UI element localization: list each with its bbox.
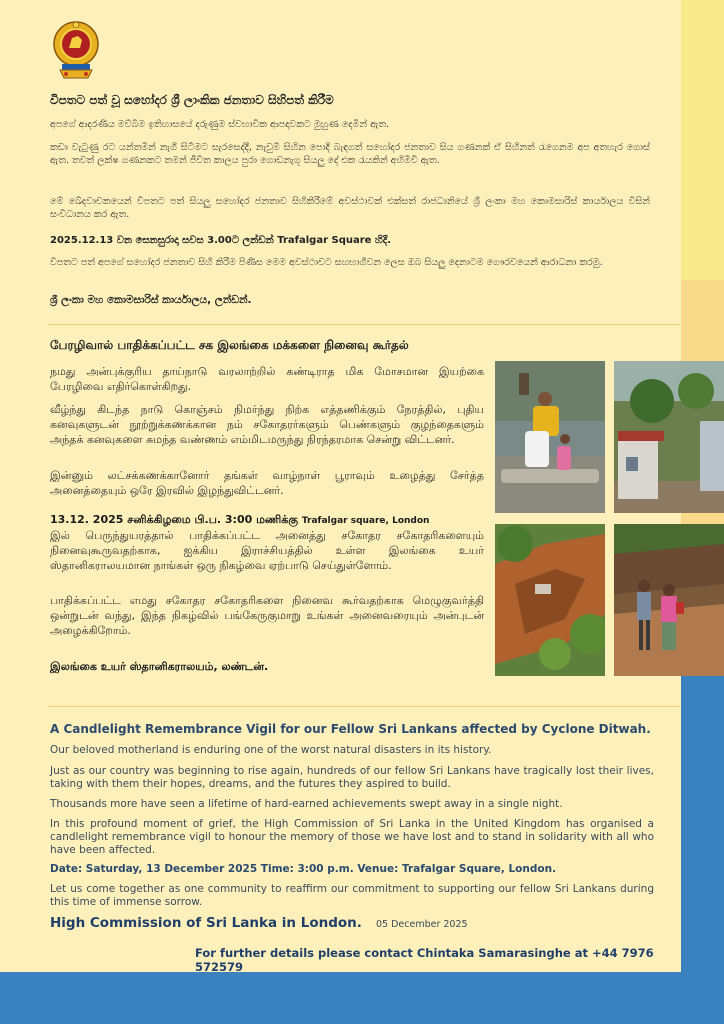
- english-paragraph-4: In this profound moment of grief, the High Commission of Sri Lanka in the United Kingdom has organised a candlelight remembrance vigil to honour the memory of those we have lost and to stand in solidarity with all who have been affected.: [50, 818, 654, 856]
- tamil-paragraph-3: இன்னும் லட்சக்கணக்கானோர் தங்கள் வாழ்நாள் பூராவும் உழைத்து சேர்த்த அனைத்தையும் ஒரே இரவில் இழந்துவிட்டனர்.: [50, 469, 484, 497]
- tamil-event-place: Trafalgar square, London: [301, 516, 430, 526]
- tamil-event-date: 13.12. 2025 சனிக்கிழமை பி.ப. 3:00 மணிக்கு: [50, 513, 299, 526]
- tamil-paragraph-5: பாதிக்கப்பட்ட எமது சகோதர சகோதரிகளை நினைவ கூர்வதற்காக மெழுகுவர்த்தி ஒன்றுடன் வந்து, இந்த நிகழ்வில் பங்கேருகுமாறு உங்கள் அனைவரையும் அன்புடன் அழைக்கிறோம்.: [50, 594, 484, 637]
- damaged-house-photo: [614, 361, 724, 513]
- landslide-photo: [495, 524, 605, 676]
- english-heading: A Candlelight Remembrance Vigil for our Fellow Sri Lankans affected by Cyclone Ditwah.: [50, 722, 651, 736]
- tamil-paragraph-1: நமது அன்புக்குரிய தாய்நாடு வரலாற்றில் கண்டிராத மிக மோசமான இயற்கை பேரழிவை எதிர்கொள்கிறது.: [50, 365, 484, 393]
- tamil-signature: இலங்கை உயர் ஸ்தானிகராலயம், லண்டன்.: [50, 660, 269, 673]
- issue-date: 05 December 2025: [376, 919, 468, 930]
- flood-rescue-photo: [495, 361, 605, 513]
- english-signature: High Commission of Sri Lanka in London.: [50, 915, 362, 931]
- side-stripe-yellow: [681, 0, 724, 280]
- english-paragraph-5: Let us come together as one community to reaffirm our commitment to supporting our fellow Sri Lankans during this time of immense sorrow.: [50, 883, 654, 908]
- sinhala-paragraph-2: කඩා වැටුණු රට යන්තමින් නැගී සිටීමට සැරසෙද්දී, නැවුම් සිහින පොදි බැඳගත් සහෝදර ජනතාව සිය ගණනක් ඒ සිහිනත් රැගෙනම අප අතහැර ගොස් ඇත. තවත් ලක්ෂ ගණනකට තමන් ජීවිත කාලය පුරා ගොඩනැගූ සියලු දේ එක රැයකින් අහිමිවී ඇත.: [50, 142, 650, 166]
- tamil-paragraph-4: இல் பெருந்துயரத்தால் பாதிக்கப்பட்ட அனைத்து சகோதர சகோதரிகளையும் நினைவுகூருவதற்காக, ஐக்கிய இராச்சியத்தில் உள்ள இலங்கை உயர் ஸ்தானிகராலயமான நாங்கள் ஒரு நிகழ்வை ஏற்பாடு செய்துள்ளோம்.: [50, 529, 484, 572]
- tamil-event-line: [50, 513, 429, 528]
- section-divider-2: [48, 706, 680, 707]
- contact-line: For further details please contact Chintaka Samarasinghe at +44 7976 572579: [195, 946, 654, 974]
- english-paragraph-2: Just as our country was beginning to rise again, hundreds of our fellow Sri Lankans have tragically lost their lives, taking with them their hopes, dreams, and the futures they aspired to build.: [50, 765, 654, 790]
- tamil-heading: பேரழிவால் பாதிக்கப்பட்ட சக இலங்கை மக்களை நினைவு கூர்தல்: [50, 338, 409, 352]
- sinhala-paragraph-4: විපතට පත් අපගේ සහෝදර ජනතාව සිහි කිරීම පිණිස මෙම අවස්ථාවට සහභාගීවන ලෙස ඔබ සියලු දෙනාටම ගෞරවයෙන් ආරාධනා කරමු.: [50, 257, 603, 268]
- sri-lanka-emblem-icon: [52, 20, 100, 84]
- sinhala-event-line: 2025.12.13 වන සෙනසුරාදා සවස 3.00ට ලන්ඩන් Trafalgar Square හිදී.: [50, 235, 392, 246]
- english-paragraph-3: Thousands more have seen a lifetime of hard-earned achievements swept away in a single night.: [50, 798, 563, 810]
- english-paragraph-1: Our beloved motherland is enduring one of the worst natural disasters in its history.: [50, 744, 492, 756]
- sinhala-heading: විපතට පත් වූ සහෝදර ශ්‍රී ලාංකික ජනතාව සිහිපත් කිරීම: [50, 93, 334, 107]
- english-event-line: Date: Saturday, 13 December 2025 Time: 3:00 p.m. Venue: Trafalgar Square, London.: [50, 863, 557, 875]
- bottom-band-blue: [0, 972, 724, 1024]
- section-divider-1: [48, 324, 680, 325]
- tamil-paragraph-2: வீழ்ந்து கிடந்த நாடு கொஞ்சம் நிமர்ந்து நிற்க எத்தணிக்கும் நேரத்தில், புதிய கனவுகளுடன் நூற்றுக்கணக்கான நம் சகோதரர்களும் பெண்களும் குழந்தைகளும் அந்தக் கனவுகளை சுமந்த வண்ணம் எம்மிடமருந்து நிரந்தரமாக சென்று விட்டனர்.: [50, 403, 484, 446]
- villagers-walking-photo: [614, 524, 724, 676]
- sinhala-paragraph-3: මේ ඛේදවාචකයෙන් විපතට පත් සියලු සහෝදර ජනතාව සිහිකිරීමේ අවස්ථාවක් එක්සත් රාජධානියේ ශ්‍රී ලංකා මහ කොමසාරිස් කාර්යාලය විසින් සංවිධානය කර ඇත.: [50, 196, 650, 220]
- sinhala-paragraph-1: අපගේ ආදරණීය මව්බිම ඉතිහාසයේ දරුණුම ස්වභාවික ආපදාවකට මුහුණ දෙමින් ඇත.: [50, 119, 390, 130]
- sinhala-signature: ශ්‍රී ලංකා මහ කොමසාරිස් කාර්යාලය, ලන්ඩන්.: [50, 294, 252, 306]
